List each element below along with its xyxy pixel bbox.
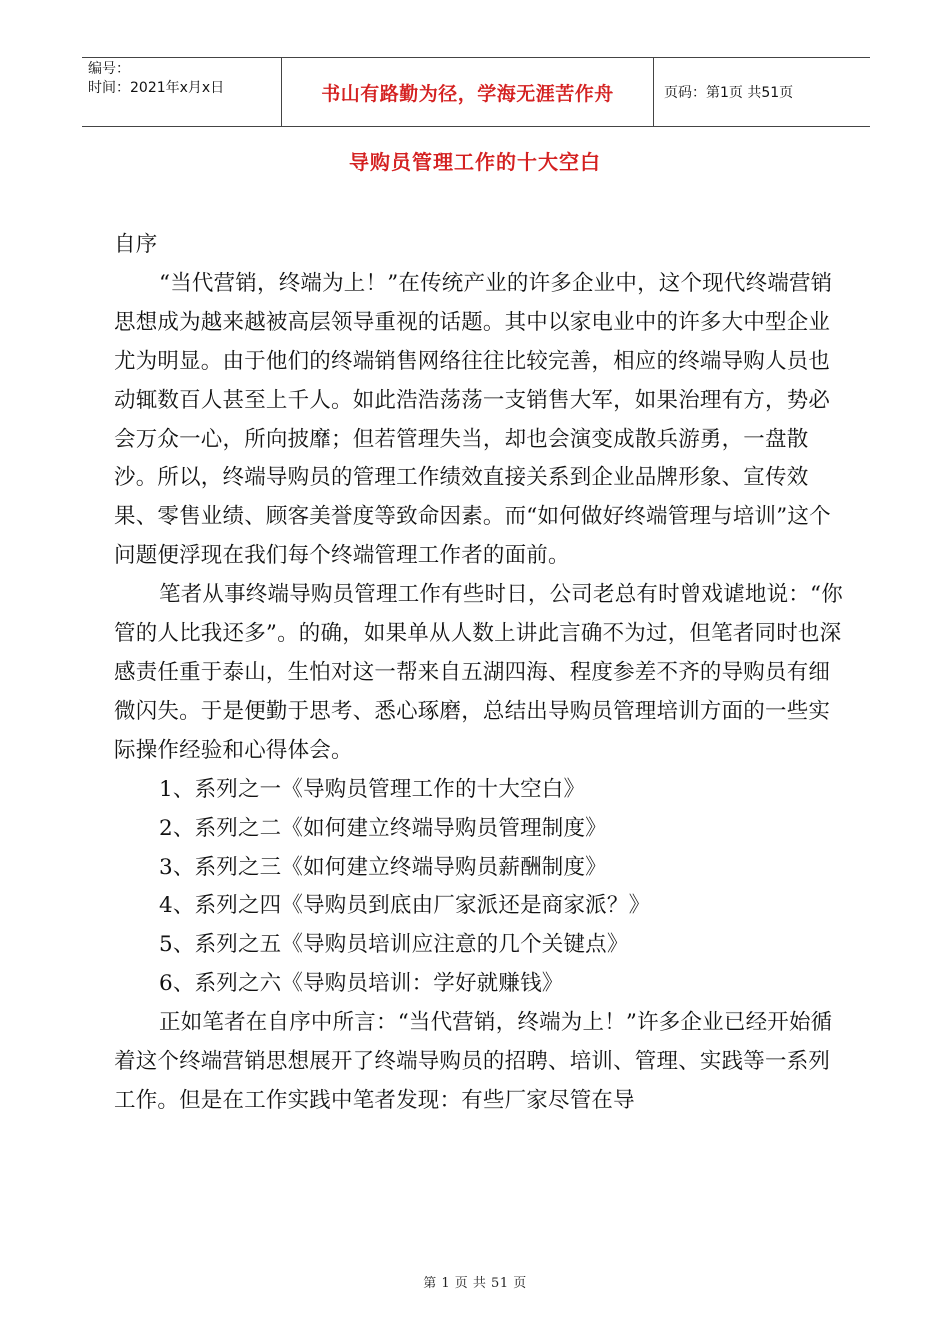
body-paragraph: 笔者从事终端导购员管理工作有些时日，公司老总有时曾戏谑地说：“你管的人比我还多”。的确，如果单从人数上讲此言确不为过，但笔者同时也深感责任重于泰山，生怕对这一帮来自五湖四海、程度参差不齐的导购员有细微闪失。于是便勤于思考、悉心琢磨，总结出导购员管理培训方面的一些实际操作经验和心得体会。: [114, 582, 843, 763]
series-list-item: 4、系列之四《导购员到底由厂家派还是商家派？》: [159, 893, 651, 919]
body-paragraph: 正如笔者在自序中所言：“当代营销，终端为上！”许多企业已经开始循着这个终端营销思想展开了终端导购员的招聘、培训、管理、实践等一系列工作。但是在工作实践中笔者发现：有些厂家尽管在导: [114, 1010, 833, 1113]
series-list-item: 1、系列之一《导购员管理工作的十大空白》: [159, 776, 586, 802]
document-title: 导购员管理工作的十大空白: [349, 150, 601, 174]
page-footer: 第 1 页 共 51 页: [423, 1276, 527, 1291]
section-heading: 自序: [114, 232, 158, 257]
body-paragraph: “当代营销，终端为上！”在传统产业的许多企业中，这个现代终端营销思想成为越来越被高层领导重视的话题。其中以家电业中的许多大中型企业尤为明显。由于他们的终端销售网络往往比较完善，相应的终端导购人员也动辄数百人甚至上千人。如此浩浩荡荡一支销售大军，如果治理有方，势必会万众一心，所向披靡；但若管理失当，却也会演变成散兵游勇，一盘散沙。所以，终端导购员的管理工作绩效直接关系到企业品牌形象、宣传效果、零售业绩、顾客美誉度等致命因素。而“如何做好终端管理与培训”这个问题便浮现在我们每个终端管理工作者的面前。: [114, 270, 833, 569]
series-list-item: 6、系列之六《导购员培训：学好就赚钱》: [159, 971, 564, 997]
header-meta: [82, 58, 281, 126]
series-list-item: 3、系列之三《如何建立终端导购员薪酬制度》: [159, 854, 607, 880]
document-body: [114, 226, 844, 1121]
document-number-label: 编号：: [88, 61, 130, 77]
document-header: [82, 57, 870, 127]
series-list-item: 5、系列之五《导购员培训应注意的几个关键点》: [159, 932, 629, 958]
series-list-item: 2、系列之二《如何建立终端导购员管理制度》: [159, 815, 607, 841]
document-date-label: 时间：2021年x月x日: [88, 80, 225, 96]
header-motto: 书山有路勤为径，学海无涯苦作舟: [281, 58, 654, 126]
header-page-number: 页码：第1页 共51页: [664, 85, 794, 101]
